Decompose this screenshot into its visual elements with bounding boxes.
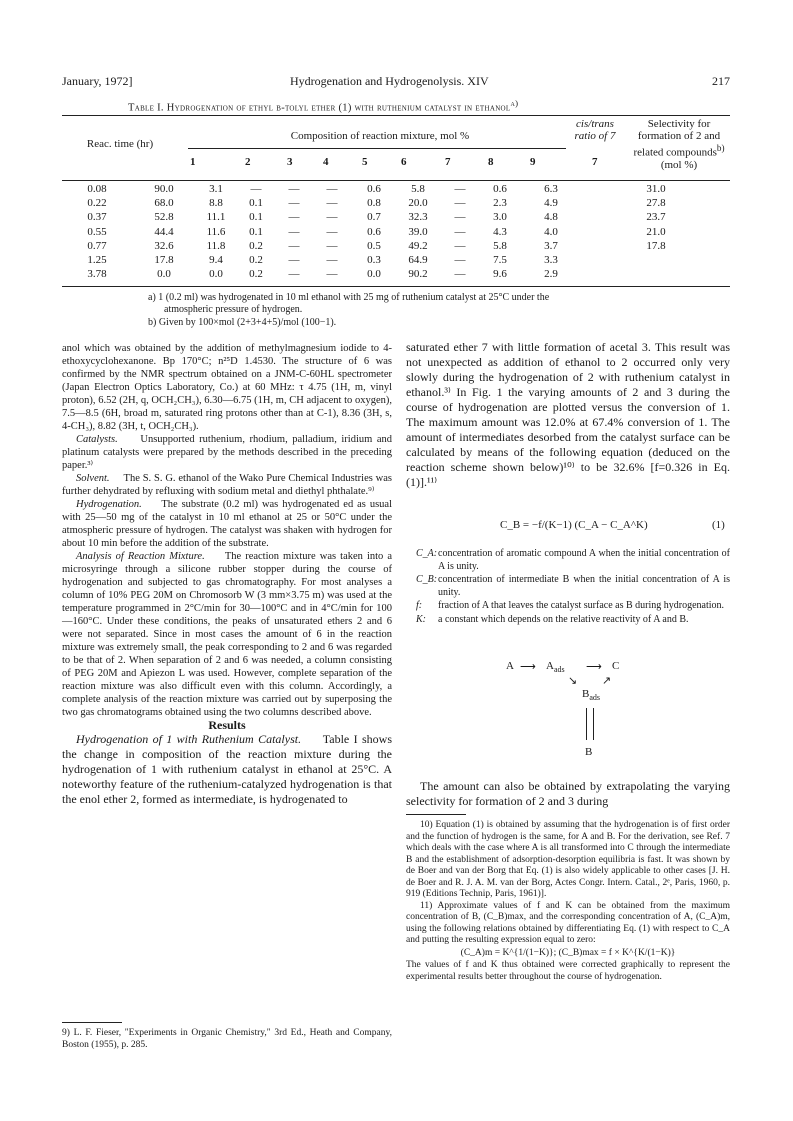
table-cell: 2.3 [493, 197, 507, 210]
table-cell: 68.0 [154, 197, 174, 210]
table-cell: 5.8 [411, 183, 425, 196]
left-column [62, 342, 392, 807]
paragraph-results: Hydrogenation of 1 with Ruthenium Catalyst. Table I shows the change in composition of the reaction mixture during the hydrogenation of 1 with ruthenium catalyst in ethanol at 25°C. A noteworthy feature of the ruthenium-catalyzed hydrogenation is that the enol ether 2, formed as intermediate, is hydrogenated to [62, 732, 392, 806]
reaction-scheme [506, 660, 676, 770]
table-cell: 17.8 [646, 239, 666, 252]
scheme-c: C [612, 660, 620, 672]
table-cell: — [288, 183, 300, 196]
table-caption: Table I. Hydrogenation of ethyl β-tolyl ether (1) with ruthenium catalyst in ethanol$^{a)}$ [128, 98, 519, 114]
table-cell: 4.9 [544, 197, 558, 210]
table-cell [582, 267, 730, 281]
table-cell: 0.22 [87, 197, 107, 210]
table-cell: 0.0 [157, 268, 171, 281]
table-cell: 3.1 [209, 183, 223, 196]
table-cell: 0.2 [249, 239, 263, 252]
table-cell: 6.3 [544, 183, 558, 196]
paragraph-catalysts: Catalysts. Unsupported ruthenium, rhodium, palladium, iridium and platinum catalysts were prepared by the methods described in the preceding paper.³⁾ [62, 434, 392, 471]
definition-term: f: [416, 600, 423, 611]
footnotes-right [406, 820, 730, 983]
table-row [62, 267, 730, 281]
table-cell: 0.2 [249, 254, 263, 267]
table-cell: 11.1 [206, 211, 226, 224]
table-bottom-rule [62, 286, 730, 287]
table-row [62, 210, 730, 224]
table-cell: 0.5 [367, 239, 381, 252]
table-header-rule [62, 180, 730, 181]
table-cell: 0.8 [367, 197, 381, 210]
definition-text: fraction of A that leaves the catalyst surface as B during hydrogenation. [438, 600, 725, 611]
table-cell: 52.8 [154, 211, 174, 224]
definition-text: concentration of aromatic compound A when the initial concentration of A is unity. [438, 548, 730, 572]
table-cell: 17.8 [154, 254, 174, 267]
table-cell: 0.3 [367, 254, 381, 267]
table-cell: 21.0 [646, 225, 666, 238]
footnote-9: 9) L. F. Fieser, "Experiments in Organic Chemistry," 3rd Ed., Heath and Company, Boston (1955), p. 285. [62, 1028, 392, 1050]
table-cell [582, 253, 730, 267]
header-composition: Composition of reaction mixture, mol % [290, 130, 470, 142]
table-footnote-b: b) Given by 100×mol (2+3+4+5)/mol (100−1). [148, 317, 337, 328]
paragraph-solvent: Solvent. The S. S. G. ethanol of the Wako Pure Chemical Industries was further dehydrated by refluxing with sodium metal and diethyl phthalate.⁹⁾ [62, 473, 392, 497]
table-cell: — [326, 254, 338, 267]
table-cell: — [326, 225, 338, 238]
equation-number: (1) [712, 519, 725, 531]
table-cell: 0.2 [249, 268, 263, 281]
table-cell: 64.9 [408, 254, 428, 267]
definition-term: K: [416, 613, 426, 625]
table-cell: 0.08 [87, 183, 107, 196]
equation-1: C_B = −f/(K−1) (C_A − C_A^K) [500, 519, 648, 531]
table-cell: — [454, 183, 466, 196]
table-cell: 90.2 [408, 268, 428, 281]
table-cell: — [288, 254, 300, 267]
scheme-equilibrium [586, 708, 594, 740]
table-cell: — [288, 197, 300, 210]
scheme-arrow-3: ↘ [568, 675, 578, 687]
paragraph-extrapolation: The amount can also be obtained by extrapolating the varying selectivity for formation of 2 and 3 during [406, 779, 730, 808]
table-cell: — [250, 183, 262, 196]
table-cell: — [326, 197, 338, 210]
table-cell: — [288, 268, 300, 281]
footnote-10: 10) Equation (1) is obtained by assuming that the hydrogenation is of first order and the function of hydrogen is the same, for A and B. For the derivation, see Ref. 7 which deals with the case where A is all transformed into C through the intermediate B and the establishment of adsorption-desorption equilibria is fast. It was shown by de Boer and van der Borg that Eq. (1) is also widely applicable to other cases [J. H. de Boer and R. J. A. M. van der Borg, Actes Congr. Intern. Catal., 2ᵉ, Paris, 1960, p. 919 (Editions Technip, Paris, 1961)]. [406, 820, 730, 899]
composition-table [62, 182, 730, 281]
table-cell: 7.5 [493, 254, 507, 267]
table-cell: 32.3 [408, 211, 428, 224]
definition-text: a constant which depends on the relative reactivity of A and B. [438, 613, 689, 625]
paragraph-hydrogenation: Hydrogenation. The substrate (0.2 ml) was hydrogenated ed as usual with 25—50 mg of the catalyst in 10 ml ethanol at 25 or 50°C under the atmospheric pressure of hydrogen. The catalyst was shaken with hydrogen for about 10 min before the addition of the substrate. [62, 499, 392, 549]
header-cistrans: cis/trans ratio of 7 [574, 118, 616, 142]
definition-term: C_B: [416, 574, 438, 585]
table-cell: 0.6 [367, 183, 381, 196]
table-cell: 3.7 [544, 239, 558, 252]
table-cell: 3.78 [87, 268, 107, 281]
header-selectivity: Selectivity for formation of 2 and related compounds$^{b)}$ (mol %) [633, 118, 725, 171]
table-cell: 9.4 [209, 254, 223, 267]
table-cell: 11.6 [206, 225, 226, 238]
table-cell: 0.37 [87, 211, 107, 224]
table-cell: 3.0 [493, 211, 507, 224]
table-cell: 4.3 [493, 225, 507, 238]
table-cell: 0.6 [493, 183, 507, 196]
table-cell: — [288, 211, 300, 224]
table-cell: 8.8 [209, 197, 223, 210]
footnote-11-end: The values of f and K thus obtained were corrected graphically to represent the experimental results better throughout the course of hydrogenation. [406, 960, 730, 982]
composition-span-rule [188, 148, 566, 149]
table-cell: 0.77 [87, 239, 107, 252]
right-column [406, 340, 730, 490]
table-cell: 32.6 [154, 239, 174, 252]
table-cell: 0.0 [367, 268, 381, 281]
table-cell: — [288, 239, 300, 252]
table-cell: 0.55 [87, 225, 107, 238]
table-cell: — [454, 225, 466, 238]
scheme-arrow-2: ⟶ [586, 661, 602, 673]
running-header-left: January, 1972] [62, 74, 133, 88]
footnote-rule-right [406, 814, 466, 815]
running-header-title: Hydrogenation and Hydrogenolysis. XIV [290, 74, 489, 88]
table-cell: — [326, 211, 338, 224]
table-cell: 23.7 [646, 211, 666, 224]
table-cell: 0.7 [367, 211, 381, 224]
table-cell: — [288, 225, 300, 238]
table-cell: 31.0 [646, 183, 666, 196]
definitions [416, 540, 730, 627]
table-top-rule [62, 115, 730, 116]
table-cell: — [454, 254, 466, 267]
table-cell: — [454, 211, 466, 224]
scheme-b-ads: $B_{ads}$ [582, 688, 601, 703]
header-reac-time: Reac. time (hr) [86, 138, 154, 150]
paragraph-discussion: saturated ether 7 with little formation of acetal 3. This result was not unexpected as addition of ethanol to 2 occurred only very slowly during the hydrogenation of 2 with ruthenium catalyst in ethanol.³⁾ In Fig. 1 the varying amounts of 2 and 3 during the course of hydrogenation are plotted versus the conversion of 1. The maximum amount was 12.0% at 67.4% conversion of 1. The amount of intermediates desorbed from the catalyst surface can be calculated by means of the following equation (deduced on the reaction scheme shown below)¹⁰⁾ to be 32.6% [f=0.326 in Eq. (1)].¹¹⁾ [406, 340, 730, 489]
table-cell: 49.2 [408, 239, 428, 252]
table-cell: 3.3 [544, 254, 558, 267]
definition-term: C_A: [416, 548, 438, 559]
table-cell: 20.0 [408, 197, 428, 210]
page-number: 217 [712, 74, 730, 88]
table-cell: — [454, 197, 466, 210]
table-cell: 2.9 [544, 268, 558, 281]
scheme-a-ads: $A_{ads}$ [546, 660, 565, 675]
table-cell: 0.6 [367, 225, 381, 238]
table-cell: 9.6 [493, 268, 507, 281]
paragraph-synthesis: anol which was obtained by the addition of methylmagnesium iodide to 4-ethoxycyclohexanone. Bp 170°C; n²⁵D 1.4530. The structure of 6 was confirmed by the NMR spectrum obtained on a JNM-C-60HL spectrometer (Japan Electron Optics Laboratory, Co.) at 60 MHz: τ 4.75 (1H, m, vinyl proton), 6.52 (2H, q, OCH₂CH₃), 6.30—6.75 (1H, m, CH adjacent to oxygen), 7.5—8.5 (6H, broad m, saturated ring protons other than at C-1), 8.36 (3H, s, 4-CH₃), 8.82 (3H, t, OCH₂CH₃). [62, 343, 392, 432]
table-cell: — [326, 183, 338, 196]
definition-item [416, 600, 730, 613]
table-cell: 0.1 [249, 211, 263, 224]
table-cell: — [454, 239, 466, 252]
table-cell: 1.25 [87, 254, 107, 267]
scheme-arrow-1: ⟶ [520, 661, 536, 673]
definition-item [416, 574, 730, 599]
footnote-11-equation: (C_A)m = K^{1/(1−K)}; (C_B)max = f × K^{K/(1−K)} [460, 947, 676, 958]
table-row [62, 225, 730, 239]
footnote-rule-left [62, 1022, 122, 1023]
table-cell: 27.8 [646, 197, 666, 210]
table-row [62, 253, 730, 267]
definition-item [416, 548, 730, 573]
table-cell: 90.0 [154, 183, 174, 196]
table-row [62, 196, 730, 210]
scheme-arrow-4: ↗ [602, 675, 612, 687]
section-title-results: Results [208, 718, 246, 732]
paragraph-analysis: Analysis of Reaction Mixture. The reaction mixture was taken into a microsyringe through a silicone rubber stopper during the course of hydrogenation and subjected to gas chromatography. For most analyses a column of 10% PEG 20M on Chromosorb W (3 mm×3.75 m) was used at the temperature programmed in 2°C/min for 30—100°C and in 4°C/min for 100—160°C. Under these conditions, the peaks of unsaturated ethers 2 and 6 were not separated. Since in most cases the amount of 6 in the reaction mixture was extremely small, the peak corresponding to 2 and 6 was regarded to be that of 2. When separation of 2 and 6 was needed, a column consisting of PEG 20M and Apiezon L was used. However, complete separation of the reaction mixture was also difficult even with this column. Accordingly, a complete analysis of the reaction mixture was carried out by superposing the two gas chromatograms obtained using the two columns described above. [62, 551, 393, 718]
table-cell: — [326, 268, 338, 281]
table-footnote-a: a) 1 (0.2 ml) was hydrogenated in 10 ml ethanol with 25 mg of ruthenium catalyst at 25°C under the atmospheric pressure of hydrogen. [148, 292, 550, 315]
table-cell: 4.8 [544, 211, 558, 224]
table-cell: 11.8 [206, 239, 226, 252]
footnote-11: 11) Approximate values of f and K can be obtained from the maximum concentration of B, (C_B)max, and the corresponding concentration of A, (C_A)m, using the following relations obtained by differentiating Eq. (1) with respect to C_A and putting the resulting expression equal to zero: [406, 900, 730, 945]
table-cell: 0.1 [249, 197, 263, 210]
table-cell: 0.1 [249, 225, 263, 238]
table-row [62, 182, 730, 196]
table-cell: 39.0 [408, 225, 428, 238]
definition-text: concentration of intermediate B when the initial concentration of A is unity. [438, 574, 730, 598]
table-cell: 5.8 [493, 239, 507, 252]
definition-item [416, 614, 730, 627]
table-cell: 44.4 [154, 225, 174, 238]
table-cell: 0.0 [209, 268, 223, 281]
table-row [62, 239, 730, 253]
scheme-b: B [585, 746, 593, 758]
header-cistrans-num: 7 [592, 156, 598, 168]
table-cell: — [454, 268, 466, 281]
table-cell: — [326, 239, 338, 252]
table-cell: 4.0 [544, 225, 558, 238]
scheme-a: A [506, 660, 514, 672]
